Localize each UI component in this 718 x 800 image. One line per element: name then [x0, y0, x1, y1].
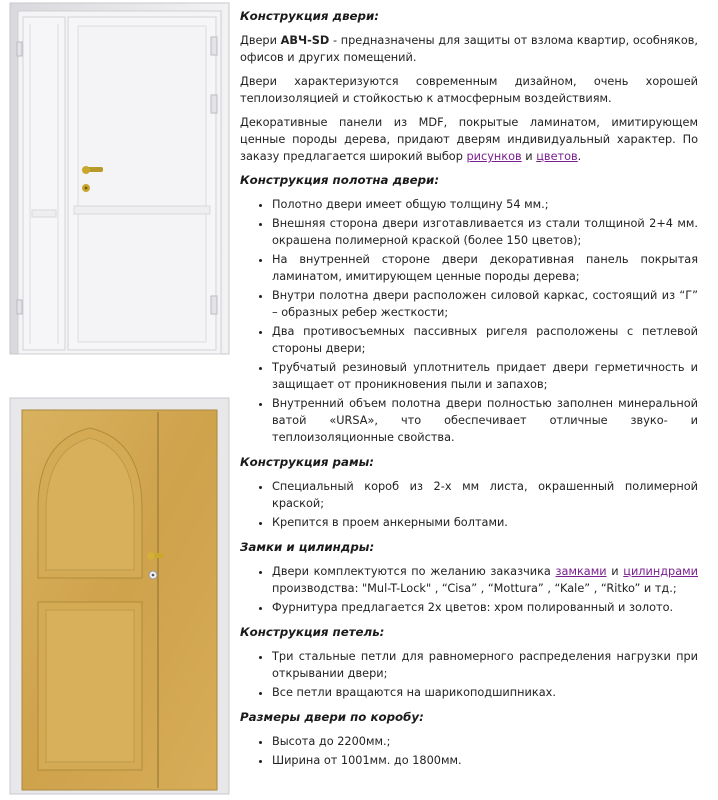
- sizes-list: [240, 733, 698, 769]
- list-item: [272, 563, 698, 597]
- list-item: • Три стальные петли для равномерного распределения нагрузки при открывании двери;: [272, 648, 698, 682]
- door-leaf-heading: Конструкция полотна двери:: [240, 173, 440, 187]
- intro-p1-prefix: Двери: [240, 34, 281, 47]
- locks-link[interactable]: замками: [555, 565, 607, 578]
- list-item: • Внутренний объем полотна двери полностью заполнен минеральной ватой «URSA», что обеспечивает отличные звуко- и теплоизоляционные свойства.: [272, 395, 698, 446]
- frame-heading: Конструкция рамы:: [240, 455, 374, 469]
- intro-p3-end: .: [577, 150, 582, 163]
- list-item: • Крепится в проем анкерными болтами.: [272, 514, 698, 531]
- hinges-list: [240, 648, 698, 701]
- locks-item-mid: и: [606, 565, 624, 578]
- images-column: [0, 0, 232, 800]
- list-item: • Высота до 2200мм.;: [272, 733, 698, 750]
- list-item: • На внутренней стороне двери декоративная панель покрытая ламинатом, имитирующем ценные породы дерева;: [272, 251, 698, 285]
- door-construction-heading: Конструкция двери:: [240, 9, 379, 23]
- door-leaf-list: [240, 196, 698, 446]
- sizes-heading: Размеры двери по коробу:: [240, 710, 424, 724]
- frame-list: [240, 478, 698, 531]
- intro-paragraph-1: [240, 32, 698, 66]
- wood-double-door-image: [0, 396, 232, 796]
- colors-link[interactable]: цветов: [536, 150, 578, 163]
- intro-paragraph-3: [240, 114, 698, 165]
- locks-item-suffix: производства: "Mul-T-Lock" , “Cisa” , “Mottura” , “Kale” , “Ritko” и тд.;: [272, 582, 677, 595]
- locks-list: [240, 563, 698, 616]
- list-item: • Все петли вращаются на шарикоподшипниках.: [272, 684, 698, 701]
- list-item: • Полотно двери имеет общую толщину 54 мм.;: [272, 196, 698, 213]
- hinges-heading: Конструкция петель:: [240, 625, 385, 639]
- list-item: • Фурнитура предлагается 2х цветов: хром полированный и золото.: [272, 599, 698, 616]
- list-item: • Внутри полотна двери расположен силовой каркас, состоящий из “Г” – образных ребер жесткости;: [272, 287, 698, 321]
- cylinders-link[interactable]: цилиндрами: [623, 565, 698, 578]
- intro-p3-prefix: Декоративные панели из MDF, покрытые ламинатом, имитирующем ценные породы дерева, придают дверям индивидуальный характер. По заказу предлагается широкий выбор: [240, 116, 698, 163]
- white-double-door-image: [0, 0, 232, 356]
- intro-p3-mid: и: [521, 150, 537, 163]
- patterns-link[interactable]: рисунков: [466, 150, 522, 163]
- list-item: • Ширина от 1001мм. до 1800мм.: [272, 752, 698, 769]
- list-item: • Два противосъемных пассивных ригеля расположены с петлевой стороны двери;: [272, 323, 698, 357]
- description-column: [240, 8, 698, 777]
- locks-heading: Замки и цилиндры:: [240, 540, 375, 554]
- list-item: • Внешняя сторона двери изготавливается из стали толщиной 2+4 мм. окрашена полимерной краской (более 150 цветов);: [272, 215, 698, 249]
- model-name: АВЧ-SD: [280, 34, 330, 47]
- intro-p1-suffix: - предназначены для защиты от взлома квартир, особняков, офисов и других помещений.: [240, 34, 698, 64]
- locks-item-prefix: Двери комплектуются по желанию заказчика: [272, 565, 556, 578]
- list-item: • Специальный короб из 2-х мм листа, окрашенный полимерной краской;: [272, 478, 698, 512]
- intro-paragraph-2: Двери характеризуются современным дизайном, очень хорошей теплоизоляцией и стойкостью к атмосферным воздействиям.: [240, 75, 698, 105]
- list-item: • Трубчатый резиновый уплотнитель придает двери герметичность и защищает от проникновения пыли и запахов;: [272, 359, 698, 393]
